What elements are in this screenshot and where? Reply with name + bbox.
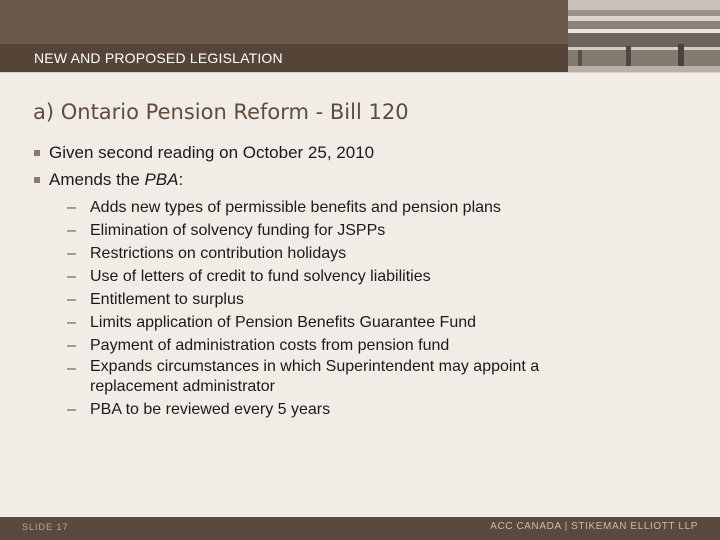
bullet-list bbox=[34, 141, 674, 421]
dash-icon: – bbox=[67, 401, 76, 418]
building-photo-image bbox=[568, 0, 720, 72]
sub-item bbox=[59, 265, 684, 288]
sub-item bbox=[59, 334, 684, 357]
sub-item-text: Use of letters of credit to fund solvency liabilities bbox=[90, 268, 431, 285]
bullet-text-after: : bbox=[178, 170, 184, 189]
dash-icon: – bbox=[67, 337, 76, 354]
dash-icon: – bbox=[67, 268, 76, 285]
sub-item-text: PBA to be reviewed every 5 years bbox=[90, 401, 331, 418]
bullet-item bbox=[34, 168, 674, 421]
dash-icon: – bbox=[67, 222, 76, 239]
sub-item bbox=[59, 398, 684, 421]
sub-item bbox=[59, 196, 684, 219]
sub-item-text: Adds new types of permissible benefits and pension plans bbox=[90, 199, 501, 216]
sub-item-text: Limits application of Pension Benefits Guarantee Fund bbox=[90, 314, 477, 331]
sub-item bbox=[59, 357, 684, 398]
sub-item bbox=[59, 219, 684, 242]
dash-icon: – bbox=[67, 199, 76, 216]
bullet-text-before: Amends the bbox=[49, 170, 145, 189]
sub-item-text: Restrictions on contribution holidays bbox=[90, 245, 347, 262]
dash-icon: – bbox=[67, 314, 76, 331]
slide-heading: a) Ontario Pension Reform - Bill 120 bbox=[33, 100, 409, 124]
sub-item-text: Payment of administration costs from pension fund bbox=[90, 337, 450, 354]
bullet-text-italic: PBA bbox=[144, 170, 179, 189]
footer-firm: ACC CANADA | STIKEMAN ELLIOTT LLP bbox=[490, 521, 698, 532]
sub-item bbox=[59, 288, 684, 311]
square-bullet-icon bbox=[34, 177, 40, 183]
bullet-item bbox=[34, 141, 674, 165]
square-bullet-icon bbox=[34, 150, 40, 156]
sub-item-text: Elimination of solvency funding for JSPPs bbox=[90, 222, 386, 239]
sub-item-text: Expands circumstances in which Superintendent may appoint a replacement administrator bbox=[90, 358, 540, 395]
sub-bullet-list bbox=[59, 196, 684, 421]
dash-icon: – bbox=[67, 291, 76, 308]
sub-item bbox=[59, 311, 684, 334]
bullet-text: Given second reading on October 25, 2010 bbox=[49, 143, 375, 162]
header-photo bbox=[568, 0, 720, 72]
section-label: NEW AND PROPOSED LEGISLATION bbox=[34, 50, 283, 66]
dash-icon: – bbox=[67, 245, 76, 262]
header-divider bbox=[0, 72, 720, 73]
dash-icon: – bbox=[67, 360, 76, 377]
sub-item bbox=[59, 242, 684, 265]
slide-number: SLIDE 17 bbox=[22, 522, 69, 532]
sub-item-text: Entitlement to surplus bbox=[90, 291, 244, 308]
